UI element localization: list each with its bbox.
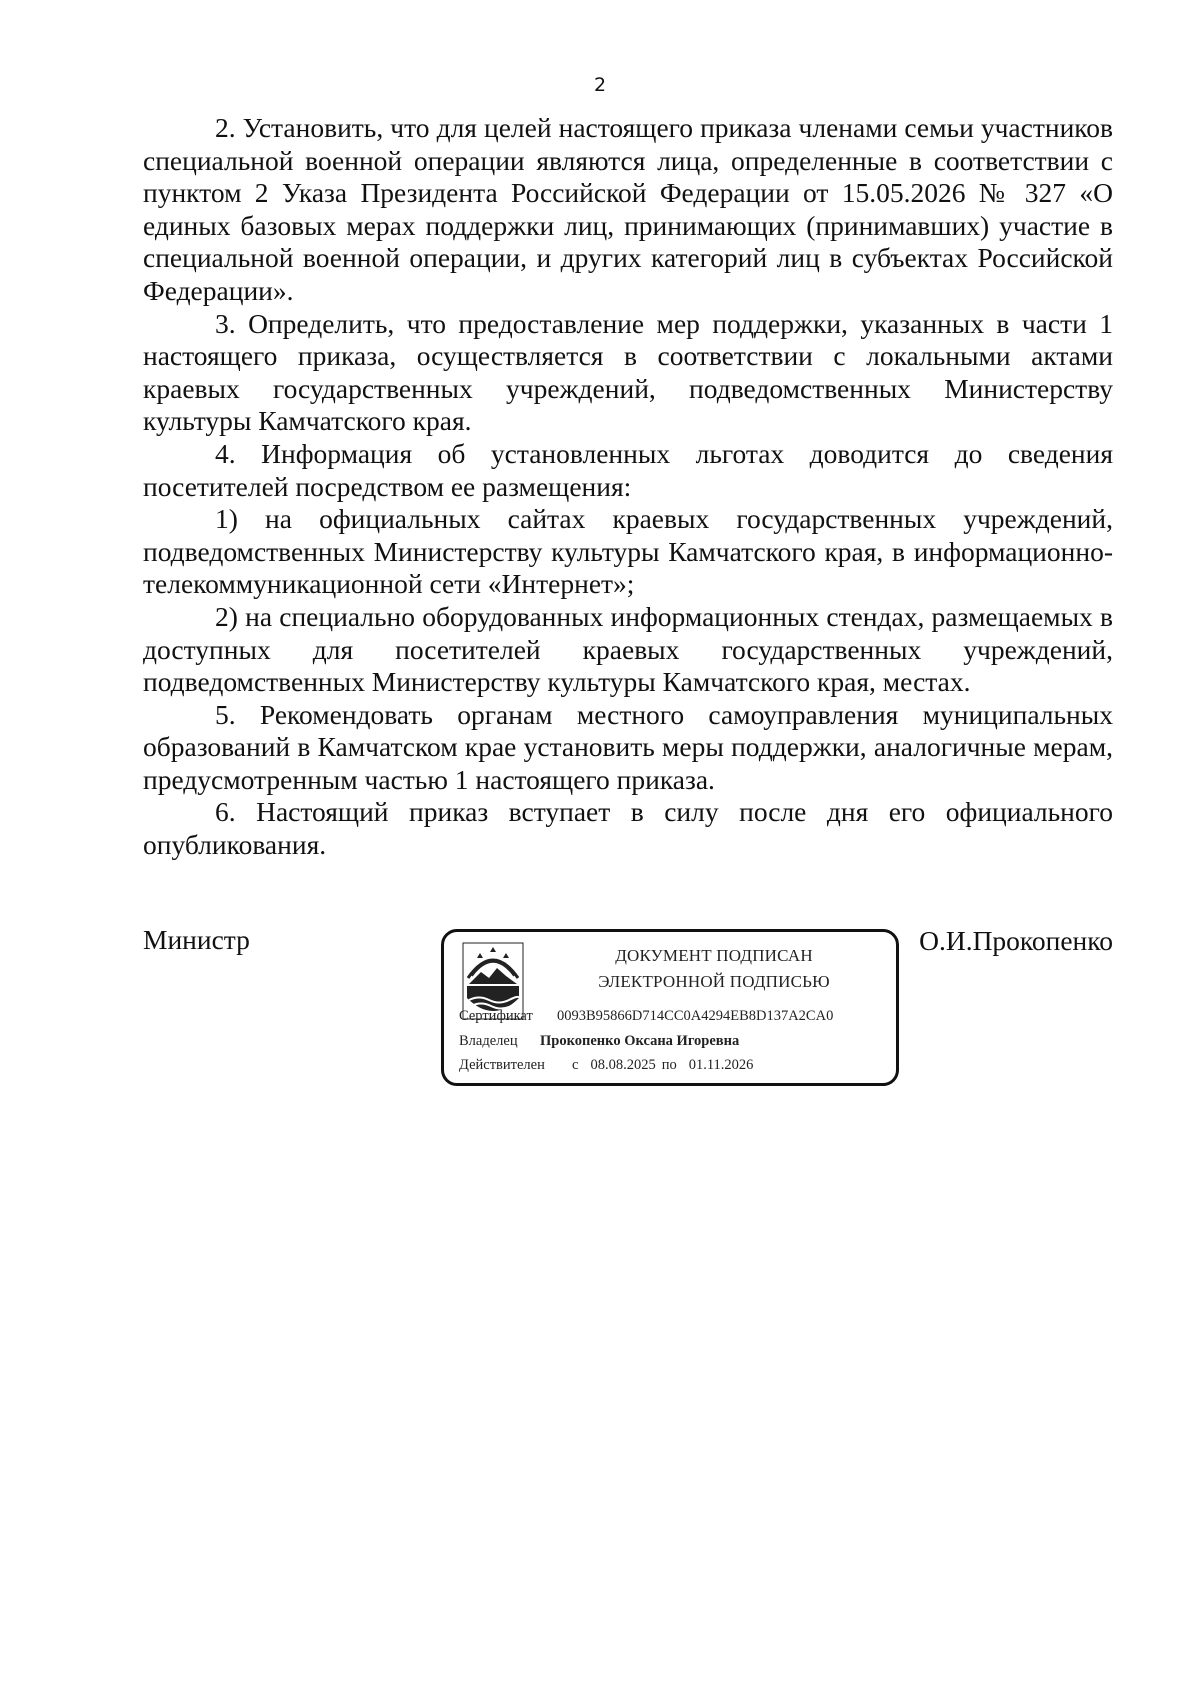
stamp-certificate-row [459, 1008, 833, 1025]
owner-value: Прокопенко Оксана Игоревна [540, 1033, 740, 1049]
stamp-title-line-1: ДОКУМЕНТ ПОДПИСАН [615, 946, 813, 965]
paragraph-3: 3. Определить, что предоставление мер поддержки, указанных в части 1 настоящего приказа, осуществляется в соответствии с локальными актами краевых государственных учреждений, подведомственных Министерству культуры Камчатского края. [143, 307, 1113, 437]
page-number: 2 [593, 74, 607, 96]
valid-to-prefix: по [661, 1057, 677, 1073]
certificate-label: Сертификат [459, 1008, 533, 1024]
valid-from: 08.08.2025 [590, 1057, 656, 1073]
electronic-signature-stamp [441, 929, 899, 1086]
valid-label: Действителен [459, 1057, 545, 1073]
paragraph-5: 5. Рекомендовать органам местного самоуправления муниципальных образований в Камчатском крае установить меры поддержки, аналогичные мерам, предусмотренным частью 1 настоящего приказа. [143, 698, 1113, 795]
signer-position: Министр [143, 924, 250, 955]
paragraph-6: 6. Настоящий приказ вступает в силу после дня его официального опубликования. [143, 796, 1113, 861]
certificate-value: 0093B95866D714CC0A4294EB8D137A2CA0 [557, 1008, 834, 1024]
paragraph-2: 2. Установить, что для целей настоящего приказа членами семьи участников специальной военной операции являются лица, определенные в соответствии с пунктом 2 Указа Президента Российской Федерации от 15.05.2026 № 327 «О единых базовых мерах поддержки лиц, принимающих (принимавших) участие в специальной военной операции, и других категорий лиц в субъектах Российской Федерации». [143, 112, 1113, 306]
valid-to: 01.11.2026 [688, 1057, 754, 1073]
document-body [143, 112, 1113, 862]
paragraph-4-item-2: 2) на специально оборудованных информационных стендах, размещаемых в доступных для посетителей краевых государственных учреждений, подведомственных Министерству культуры Камчатского края, местах. [143, 600, 1113, 698]
paragraph-4-item-1: 1) на официальных сайтах краевых государственных учреждений, подведомственных Министерству культуры Камчатского края, в информационно-телекоммуникационной сети «Интернет»; [143, 503, 1113, 600]
owner-label: Владелец [459, 1033, 518, 1049]
valid-from-prefix: с [572, 1057, 579, 1073]
stamp-owner-row [459, 1033, 739, 1050]
paragraph-4: 4. Информация об установленных льготах доводится до сведения посетителей посредством ее размещения: [143, 437, 1113, 502]
signer-name: О.И.Прокопенко [919, 925, 1113, 956]
stamp-validity-row [459, 1057, 753, 1074]
stamp-title-line-2: ЭЛЕКТРОННОЙ ПОДПИСЬЮ [598, 972, 830, 991]
